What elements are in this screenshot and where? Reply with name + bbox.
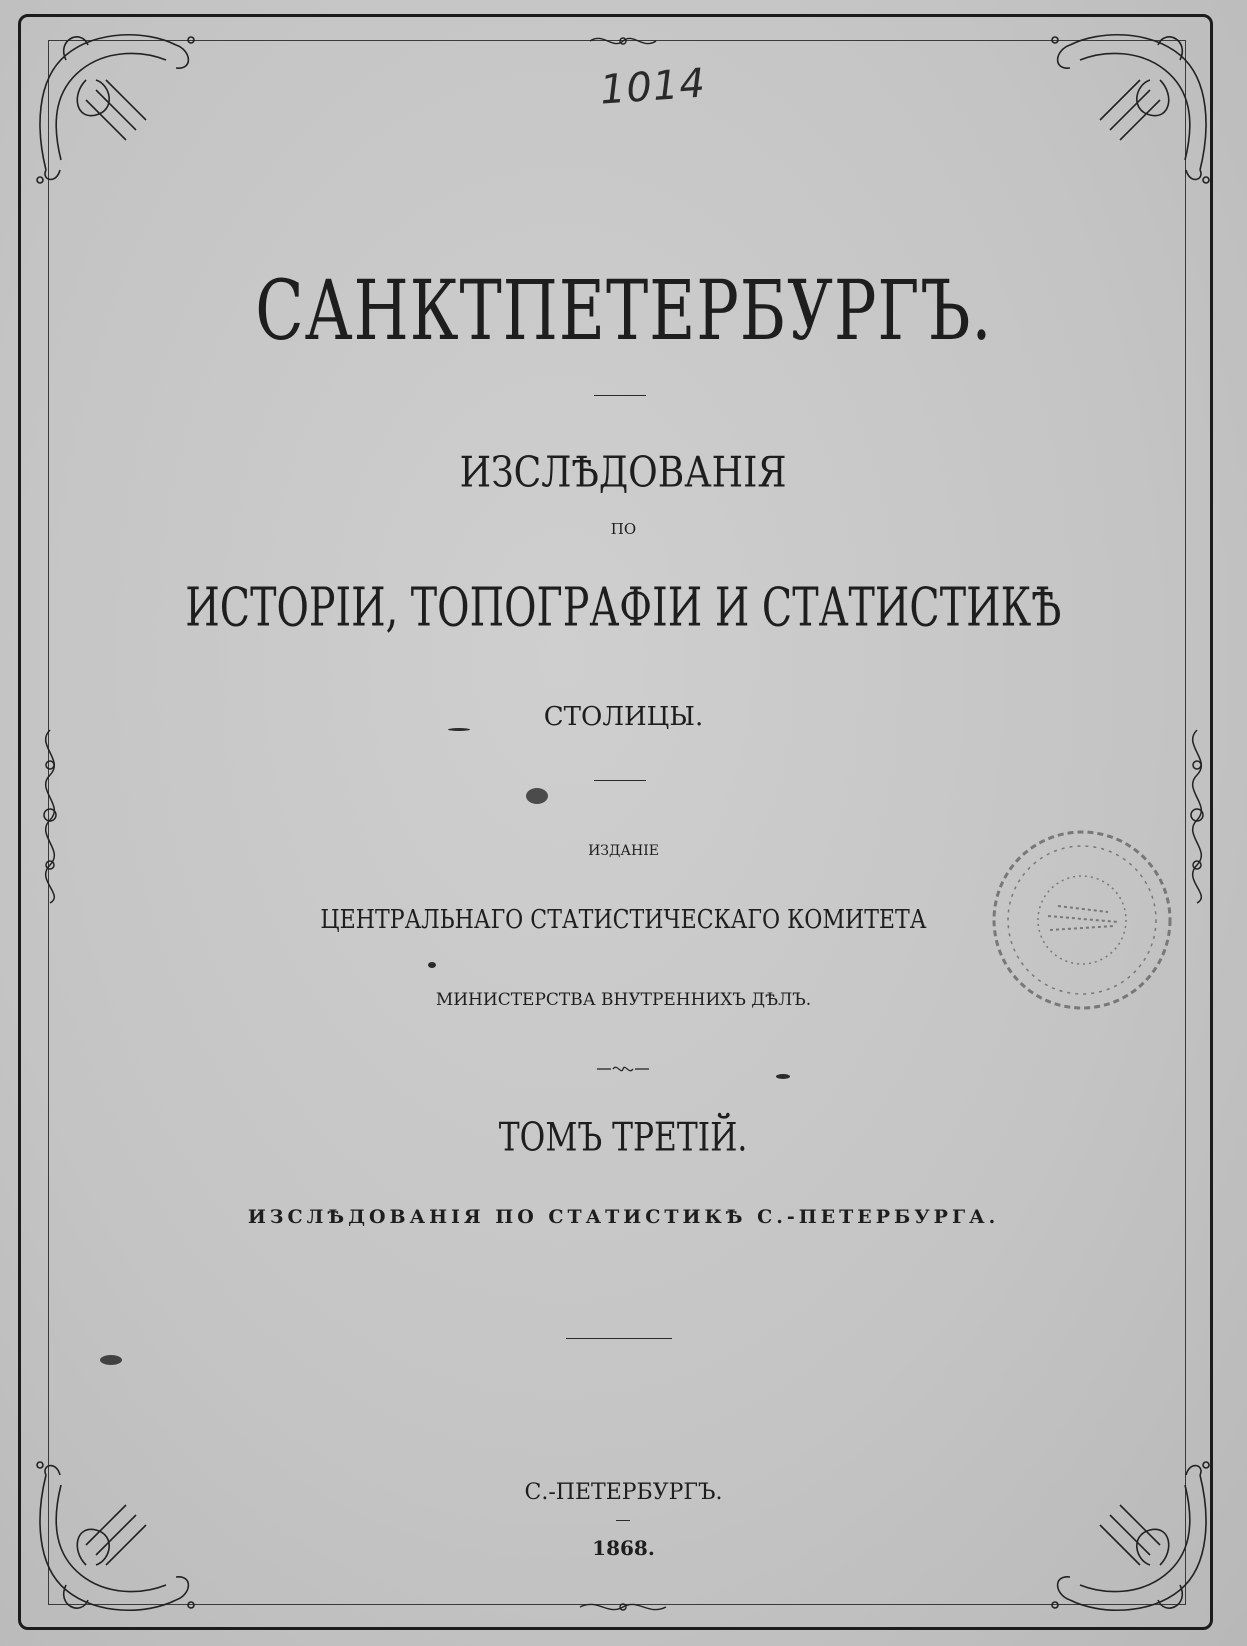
title-block [0,261,1247,359]
page-title: САНКТПЕТЕРБУРГЪ. [254,261,993,359]
subtitle-line1: ИЗСЛѢДОВАНІЯ [460,447,787,497]
corner-ornament-top-left [26,20,206,190]
divider-2 [594,780,646,781]
library-stamp [988,826,1176,1014]
handwritten-catalog-number: 1014 [598,60,708,114]
publisher-line1: ЦЕНТРАЛЬНАГО СТАТИСТИЧЕСКАГО КОМИТЕТА [320,903,927,935]
side-ornament-left [30,725,70,905]
divider-3 [566,1338,672,1339]
subtitle-line1-block [0,447,1247,497]
edition-label: ИЗДАНІЕ [588,843,659,859]
volume-block [0,1115,1247,1161]
corner-ornament-top-right [1040,20,1220,190]
divider-1 [594,395,646,396]
ink-speck [428,962,436,968]
side-ornament-right [1177,725,1217,905]
subtitle-line3: СТОЛИЦЫ. [543,702,704,732]
divider-4 [616,1520,630,1521]
volume-subtitle: ИЗСЛѢДОВАНІЯ ПО СТАТИСТИКѢ С.-ПЕТЕРБУРГА. [247,1206,1000,1228]
bottom-center-flourish [578,1598,668,1616]
volume-title: ТОМЪ ТРЕТІЙ. [499,1115,748,1161]
publisher-line2: МИНИСТЕРСТВА ВНУТРЕННИХЪ ДѢЛЪ. [435,990,812,1010]
subtitle-by: ПО [610,520,637,538]
ink-speck [526,788,548,804]
place-of-publication: С.-ПЕТЕРБУРГЪ. [524,1480,723,1505]
ink-speck [448,728,470,731]
publication-year: 1868. [592,1536,655,1560]
ink-speck [100,1355,122,1365]
small-flourish [595,1062,651,1076]
top-center-flourish [588,32,658,50]
subtitle-line2: ИСТОРІИ, ТОПОГРАФІИ И СТАТИСТИКѢ [185,575,1062,639]
ink-speck [776,1074,790,1079]
subtitle-line2-block [0,575,1247,639]
